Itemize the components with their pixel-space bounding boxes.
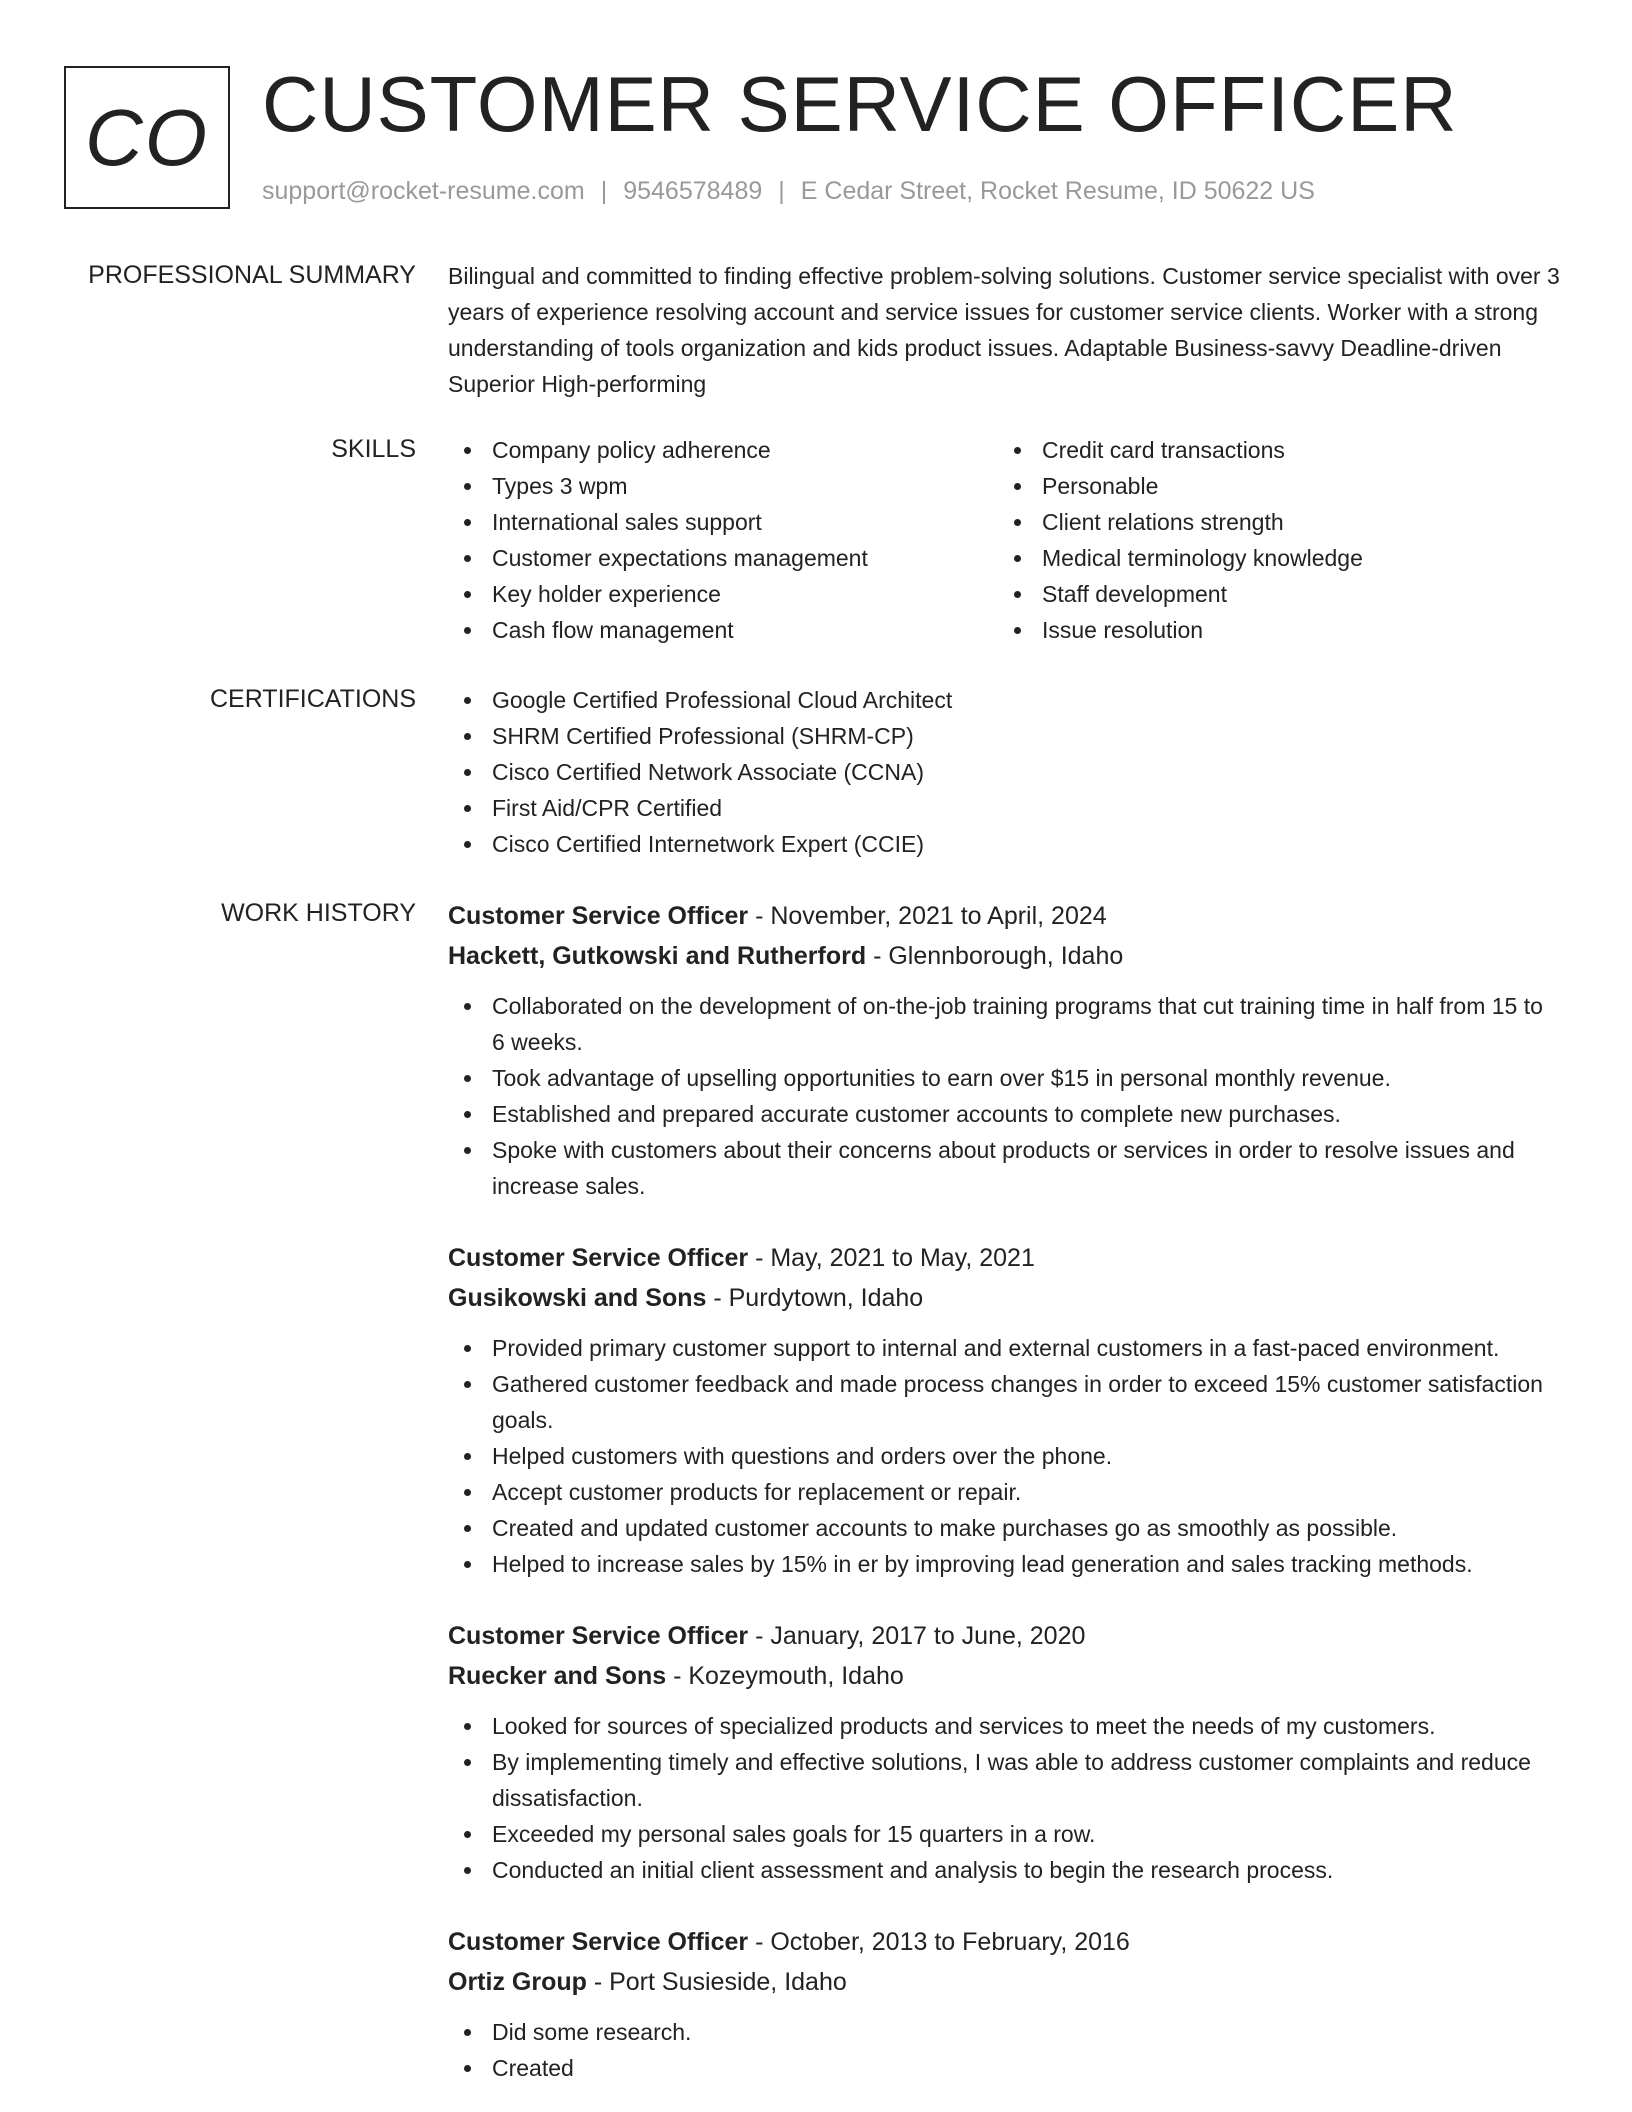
job-bullet: Spoke with customers about their concerns about products or services in order to resolve issues and increase sales. bbox=[448, 1132, 1560, 1204]
job-company: Ortiz Group bbox=[448, 1968, 587, 1996]
job-dates: - October, 2013 to February, 2016 bbox=[748, 1928, 1130, 1956]
job-bullet: Exceeded my personal sales goals for 15 quarters in a row. bbox=[448, 1816, 1560, 1852]
certification-item: Cisco Certified Internetwork Expert (CCIE) bbox=[448, 826, 1560, 862]
job-bullet: Gathered customer feedback and made process changes in order to exceed 15% customer satisfaction goals. bbox=[448, 1366, 1560, 1438]
contact-separator: | bbox=[778, 177, 785, 205]
skill-item: Cash flow management bbox=[448, 612, 998, 648]
contact-line bbox=[262, 174, 1315, 208]
contact-email: support@rocket-resume.com bbox=[262, 177, 585, 205]
job-bullet: Helped customers with questions and orders over the phone. bbox=[448, 1438, 1560, 1474]
skill-item: Customer expectations management bbox=[448, 540, 998, 576]
job-bullet: Provided primary customer support to internal and external customers in a fast-paced environment. bbox=[448, 1330, 1560, 1366]
job-company-line bbox=[448, 1656, 1560, 1696]
job-bullet: Created bbox=[448, 2050, 1560, 2086]
job-title-line bbox=[448, 1616, 1560, 1656]
certifications-heading: CERTIFICATIONS bbox=[209, 685, 416, 713]
skills-column-1 bbox=[448, 432, 998, 648]
skill-item: Key holder experience bbox=[448, 576, 998, 612]
job-bullet: Created and updated customer accounts to make purchases go as smoothly as possible. bbox=[448, 1510, 1560, 1546]
job-bullet: Established and prepared accurate customer accounts to complete new purchases. bbox=[448, 1096, 1560, 1132]
job-company: Ruecker and Sons bbox=[448, 1662, 667, 1690]
job-entry bbox=[448, 896, 1560, 1204]
job-entry bbox=[448, 1238, 1560, 1582]
skill-item: Credit card transactions bbox=[998, 432, 1548, 468]
job-title-line bbox=[448, 1922, 1560, 1962]
job-bullet: Looked for sources of specialized products and services to meet the needs of my customers. bbox=[448, 1708, 1560, 1744]
job-company-line bbox=[448, 1962, 1560, 2002]
job-entry bbox=[448, 1922, 1560, 2086]
skill-item: International sales support bbox=[448, 504, 998, 540]
job-title: Customer Service Officer bbox=[448, 1928, 749, 1956]
job-entry bbox=[448, 1616, 1560, 1888]
skill-item: Company policy adherence bbox=[448, 432, 998, 468]
job-location: - Port Susieside, Idaho bbox=[586, 1968, 847, 1996]
job-dates: - November, 2021 to April, 2024 bbox=[748, 902, 1107, 930]
job-company-line bbox=[448, 936, 1560, 976]
job-company-line bbox=[448, 1278, 1560, 1318]
certification-item: Cisco Certified Network Associate (CCNA) bbox=[448, 754, 1560, 790]
job-bullet: Accept customer products for replacement or repair. bbox=[448, 1474, 1560, 1510]
job-bullet: Took advantage of upselling opportunities to earn over $15 in personal monthly revenue. bbox=[448, 1060, 1560, 1096]
job-bullet: Helped to increase sales by 15% in er by improving lead generation and sales tracking methods. bbox=[448, 1546, 1560, 1582]
skills-column-2 bbox=[998, 432, 1548, 648]
resume-title: CUSTOMER SERVICE OFFICER bbox=[262, 60, 1458, 148]
job-dates: - May, 2021 to May, 2021 bbox=[748, 1244, 1035, 1272]
job-bullets bbox=[448, 2014, 1560, 2086]
certifications-list bbox=[448, 682, 1560, 862]
certification-item: First Aid/CPR Certified bbox=[448, 790, 1560, 826]
monogram-text: CO bbox=[85, 92, 209, 182]
job-bullets bbox=[448, 988, 1560, 1204]
job-company: Hackett, Gutkowski and Rutherford bbox=[448, 942, 867, 970]
skill-item: Issue resolution bbox=[998, 612, 1548, 648]
work-history-list bbox=[448, 896, 1560, 2112]
contact-separator: | bbox=[600, 177, 608, 205]
skill-item: Medical terminology knowledge bbox=[998, 540, 1548, 576]
job-location: - Purdytown, Idaho bbox=[706, 1284, 924, 1312]
skills-list bbox=[448, 432, 1560, 648]
job-title: Customer Service Officer bbox=[448, 1244, 749, 1272]
job-bullet: By implementing timely and effective solutions, I was able to address customer complaints and reduce dissatisfaction. bbox=[448, 1744, 1560, 1816]
skill-item: Personable bbox=[998, 468, 1548, 504]
job-bullets bbox=[448, 1708, 1560, 1888]
certification-item: SHRM Certified Professional (SHRM-CP) bbox=[448, 718, 1560, 754]
certification-item: Google Certified Professional Cloud Architect bbox=[448, 682, 1560, 718]
job-title-line bbox=[448, 1238, 1560, 1278]
summary-text: Bilingual and committed to finding effective problem-solving solutions. Customer service specialist with over 3 years of experience resolving account and service issues for customer service clients. Worker with a strong understanding of tools organization and kids product issues. Adaptable Business-savvy Deadline-driven Superior High-performing bbox=[448, 263, 1560, 397]
work-history-heading: WORK HISTORY bbox=[221, 899, 416, 927]
contact-phone: 9546578489 bbox=[623, 177, 763, 205]
contact-address: E Cedar Street, Rocket Resume, ID 50622 US bbox=[800, 177, 1315, 205]
summary-heading: PROFESSIONAL SUMMARY bbox=[88, 261, 416, 289]
monogram-badge bbox=[64, 66, 230, 209]
job-title-line bbox=[448, 896, 1560, 936]
job-location: - Kozeymouth, Idaho bbox=[666, 1662, 904, 1690]
job-company: Gusikowski and Sons bbox=[448, 1284, 707, 1312]
skill-item: Client relations strength bbox=[998, 504, 1548, 540]
job-title: Customer Service Officer bbox=[448, 1622, 749, 1650]
certifications-bullets bbox=[448, 682, 1560, 862]
job-bullet: Did some research. bbox=[448, 2014, 1560, 2050]
job-dates: - January, 2017 to June, 2020 bbox=[748, 1622, 1086, 1650]
skills-heading: SKILLS bbox=[331, 435, 416, 463]
job-title: Customer Service Officer bbox=[448, 902, 749, 930]
job-bullet: Conducted an initial client assessment and analysis to begin the research process. bbox=[448, 1852, 1560, 1888]
job-bullet: Collaborated on the development of on-the-job training programs that cut training time in half from 15 to 6 weeks. bbox=[448, 988, 1560, 1060]
job-location: - Glennborough, Idaho bbox=[866, 942, 1124, 970]
job-bullets bbox=[448, 1330, 1560, 1582]
skill-item: Staff development bbox=[998, 576, 1548, 612]
skill-item: Types 3 wpm bbox=[448, 468, 998, 504]
